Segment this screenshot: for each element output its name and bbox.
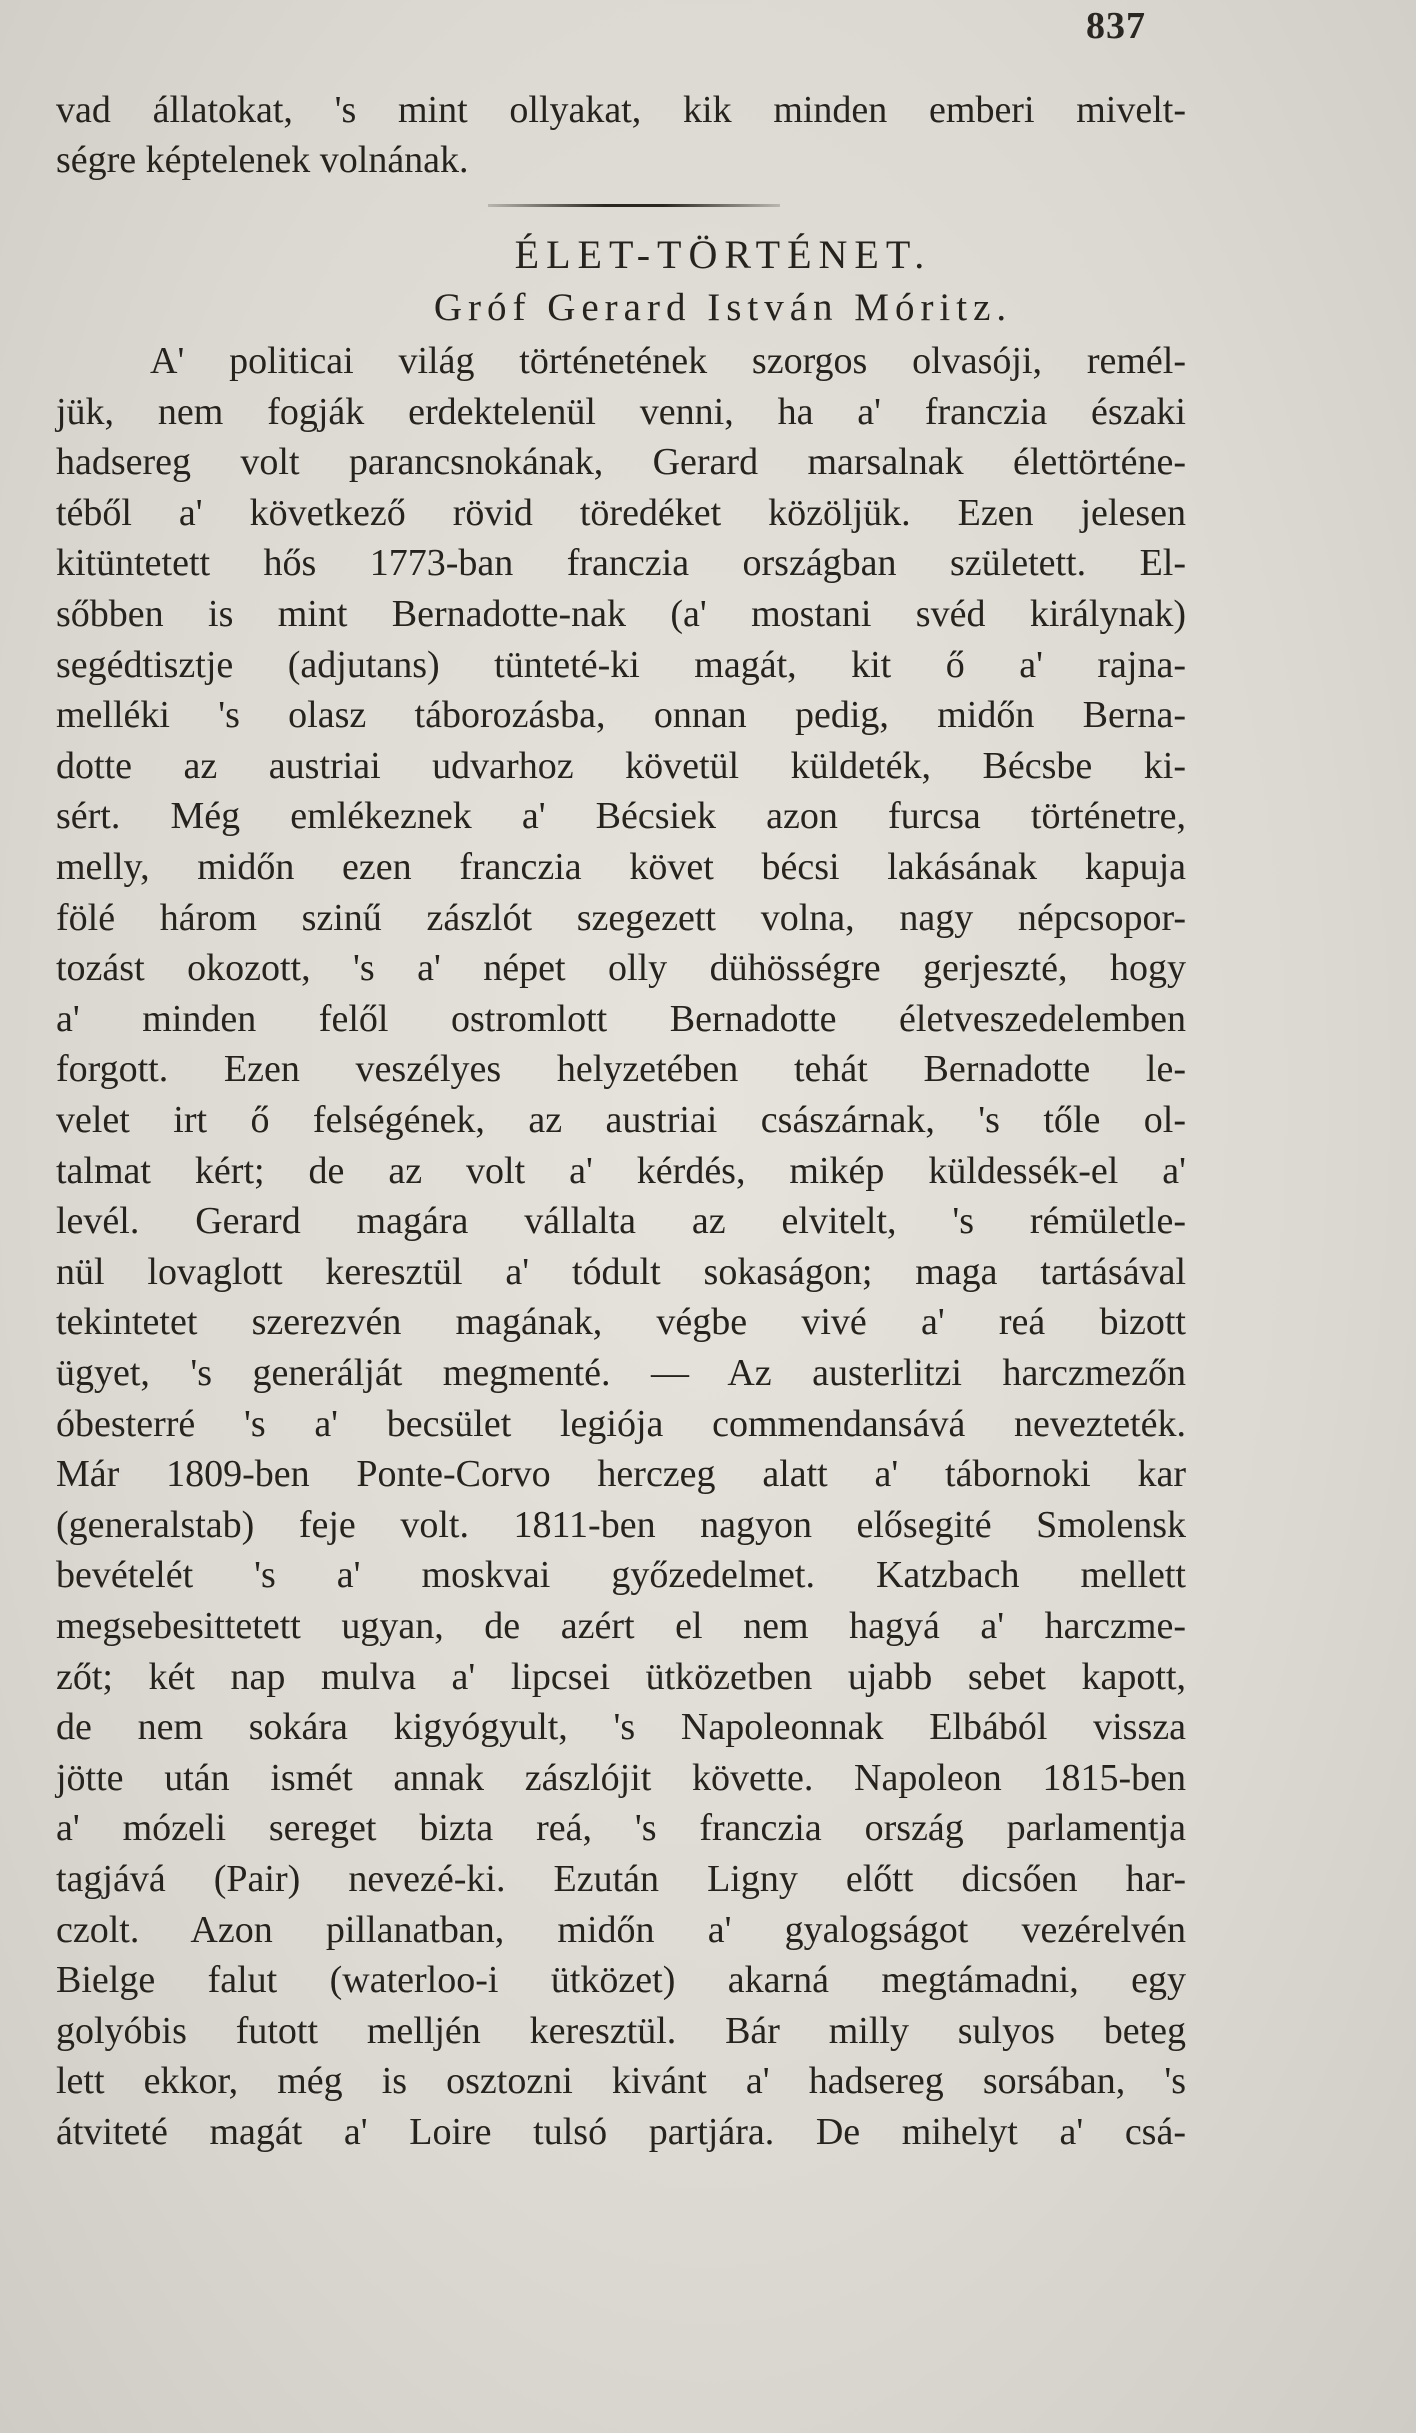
text-line: zőt; két nap mulva a' lipcsei ütközetben ujabb sebet kapott, bbox=[56, 1655, 1186, 1698]
text-line: a' minden felől ostromlott Bernadotte életveszedelemben bbox=[56, 997, 1186, 1040]
section-heading: ÉLET-TÖRTÉNET. bbox=[514, 232, 932, 277]
text-line: dotte az austriai udvarhoz követül küldeték, Bécsbe ki- bbox=[56, 744, 1186, 787]
text-line: nül lovaglott keresztül a' tódult sokaságon; maga tartásával bbox=[56, 1250, 1186, 1293]
text-line: segédtisztje (adjutans) tünteté-ki magát, kit ő a' rajna- bbox=[56, 643, 1186, 686]
text-line: forgott. Ezen veszélyes helyzetében tehát Bernadotte le- bbox=[56, 1048, 1186, 1091]
text-line: óbesterré 's a' becsület legiója commendansává nevezteték. bbox=[56, 1402, 1186, 1445]
text-line: a' mózeli sereget bizta reá, 's franczia ország parlamentja bbox=[56, 1807, 1186, 1850]
text-line: átviteté magát a' Loire tulsó partjára. De mihelyt a' csá- bbox=[56, 2111, 1186, 2153]
text-line: tozást okozott, 's a' népet olly dühösségre gerjeszté, hogy bbox=[56, 947, 1186, 990]
text-line: hadsereg volt parancsnokának, Gerard marsalnak élettörténe- bbox=[56, 441, 1186, 484]
page-number: 837 bbox=[1086, 5, 1146, 47]
text-line: de nem sokára kigyógyult, 's Napoleonnak Elbából vissza bbox=[56, 1706, 1186, 1749]
text-line: fölé három szinű zászlót szegezett volna, nagy népcsopor- bbox=[56, 896, 1186, 939]
text-line: golyóbis futott melljén keresztül. Bár milly sulyos beteg bbox=[56, 2009, 1186, 2052]
text-line: kitüntetett hős 1773-ban franczia országban született. El- bbox=[56, 542, 1186, 585]
text-line: velet irt ő felségének, az austriai császárnak, 's tőle ol- bbox=[56, 1099, 1186, 1141]
text-line: jük, nem fogják erdektelenül venni, ha a' franczia északi bbox=[56, 390, 1186, 433]
text-line: sőbben is mint Bernadotte-nak (a' mostani svéd királynak) bbox=[56, 593, 1186, 635]
text-line: lett ekkor, még is osztozni kivánt a' hadsereg sorsában, 's bbox=[56, 2060, 1186, 2103]
text-line: tagjává (Pair) nevezé-ki. Ezután Ligny előtt dicsően har- bbox=[56, 1858, 1186, 1900]
text-line: bevételét 's a' moskvai győzedelmet. Katzbach mellett bbox=[56, 1554, 1186, 1597]
section-subheading: Gróf Gerard István Móritz. bbox=[433, 286, 1013, 329]
text-line: levél. Gerard magára vállalta az elvitelt, 's rémületle- bbox=[56, 1200, 1186, 1243]
text-line: megsebesittetett ugyan, de azért el nem hagyá a' harczme- bbox=[56, 1605, 1186, 1647]
text-line: ségre képtelenek volnának. bbox=[56, 139, 469, 181]
text-line: Bielge falut (waterloo-i ütközet) akarná megtámadni, egy bbox=[56, 1959, 1186, 2002]
text-line: melléki 's olasz táborozásba, onnan pedig, midőn Berna- bbox=[56, 694, 1186, 737]
text-line: jötte után ismét annak zászlójit követte. Napoleon 1815-ben bbox=[56, 1756, 1186, 1799]
text-line: A' politicai világ történetének szorgos olvasóji, remél- bbox=[150, 340, 1186, 382]
text-line: téből a' következő rövid töredéket közöljük. Ezen jelesen bbox=[56, 491, 1186, 534]
text-line: tekintetet szerezvén magának, végbe vivé a' reá bizott bbox=[56, 1301, 1186, 1344]
section-divider bbox=[488, 204, 780, 207]
text-line: melly, midőn ezen franczia követ bécsi lakásának kapuja bbox=[56, 846, 1186, 888]
text-line: (generalstab) feje volt. 1811-ben nagyon elősegité Smolensk bbox=[56, 1503, 1186, 1546]
text-line: Már 1809-ben Ponte-Corvo herczeg alatt a' tábornoki kar bbox=[56, 1453, 1186, 1496]
text-line: vad állatokat, 's mint ollyakat, kik minden emberi mivelt- bbox=[56, 89, 1186, 131]
text-line: ügyet, 's generálját megmenté. — Az austerlitzi harczmezőn bbox=[56, 1352, 1186, 1394]
text-line: talmat kért; de az volt a' kérdés, mikép küldessék-el a' bbox=[56, 1149, 1186, 1192]
text-line: czolt. Azon pillanatban, midőn a' gyalogságot vezérelvén bbox=[56, 1908, 1186, 1951]
text-line: sért. Még emlékeznek a' Bécsiek azon furcsa történetre, bbox=[56, 795, 1186, 838]
